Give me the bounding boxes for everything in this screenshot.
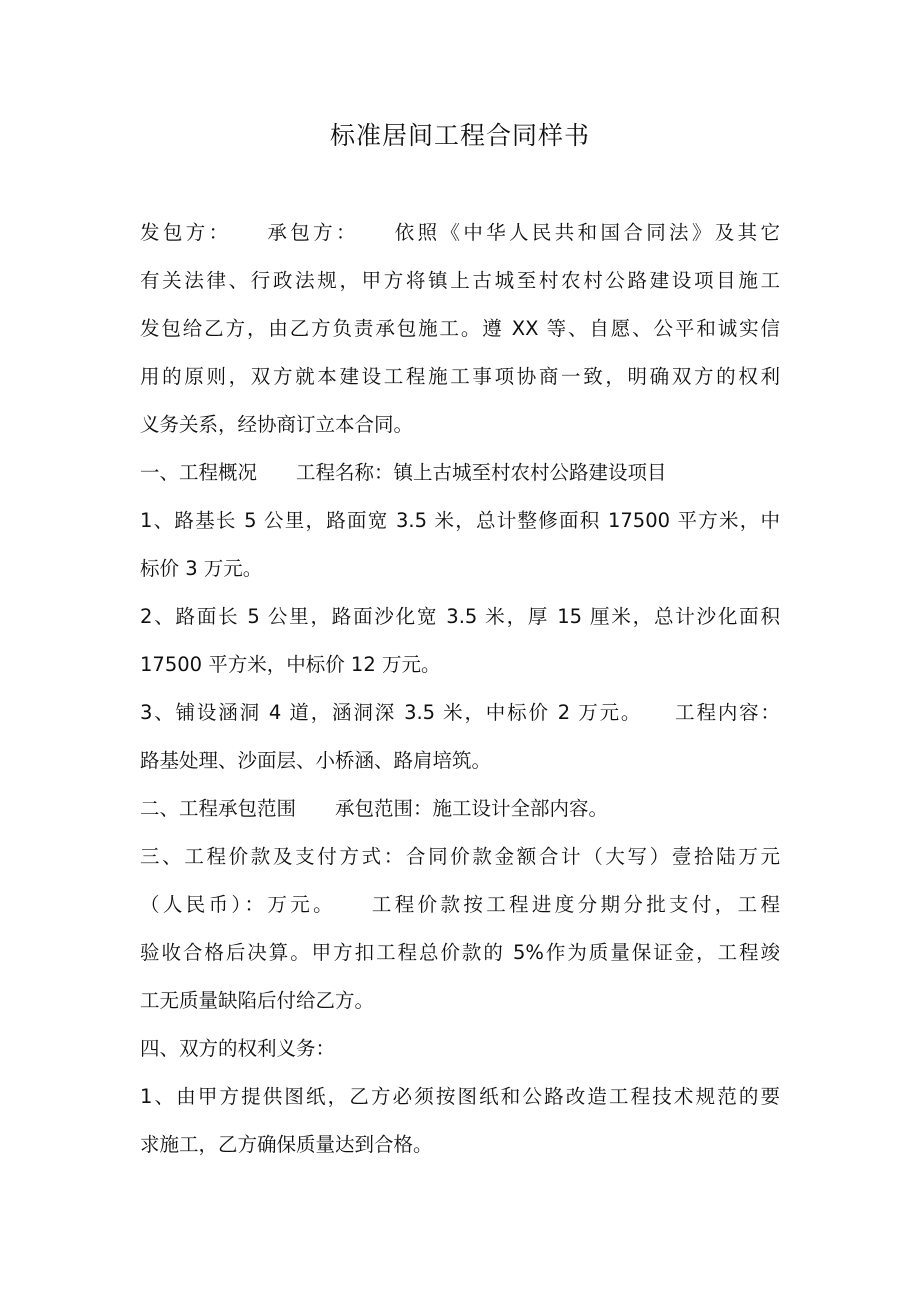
document-body <box>140 209 780 1169</box>
text-line: 求施工，乙方确保质量达到合格。 <box>140 1133 433 1156</box>
text-line: 有关法律、行政法规，甲方将镇上古城至村农村公路建设项目施工 <box>140 269 780 292</box>
text-line: 2、路面长 5 公里，路面沙化宽 3.5 米，厚 15 厘米，总计沙化面积 <box>140 605 780 628</box>
text-line: 用的原则，双方就本建设工程施工事项协商一致，明确双方的权利 <box>140 365 780 388</box>
text-line: 17500 平方米，中标价 12 万元。 <box>140 653 441 676</box>
text-line: 四、双方的权利义务： <box>140 1037 336 1060</box>
text-line: （人民币）：万元。 工程价款按工程进度分期分批支付，工程 <box>140 893 780 916</box>
text-line: 发包给乙方，由乙方负责承包施工。遵 XX 等、自愿、公平和诚实信 <box>140 317 780 340</box>
text-line: 一、工程概况 工程名称：镇上古城至村农村公路建设项目 <box>140 461 667 484</box>
text-line: 3、铺设涵洞 4 道，涵洞深 3.5 米，中标价 2 万元。 工程内容： <box>140 701 780 724</box>
text-line: 验收合格后决算。甲方扣工程总价款的 5%作为质量保证金，工程竣 <box>140 941 780 964</box>
text-line: 工无质量缺陷后付给乙方。 <box>140 989 375 1012</box>
text-line: 二、工程承包范围 承包范围：施工设计全部内容。 <box>140 797 609 820</box>
document-title: 标准居间工程合同样书 <box>329 121 590 150</box>
text-line: 1、由甲方提供图纸，乙方必须按图纸和公路改造工程技术规范的要 <box>140 1085 780 1108</box>
text-line: 义务关系，经协商订立本合同。 <box>140 413 414 436</box>
text-line: 路基处理、沙面层、小桥涵、路肩培筑。 <box>140 749 492 772</box>
text-line: 发包方： 承包方： 依照《中华人民共和国合同法》及其它 <box>140 221 780 244</box>
text-line: 三、工程价款及支付方式：合同价款金额合计（大写）壹拾陆万元 <box>140 845 780 868</box>
text-line: 1、路基长 5 公里，路面宽 3.5 米，总计整修面积 17500 平方米，中 <box>140 509 780 532</box>
text-line: 标价 3 万元。 <box>140 557 263 580</box>
